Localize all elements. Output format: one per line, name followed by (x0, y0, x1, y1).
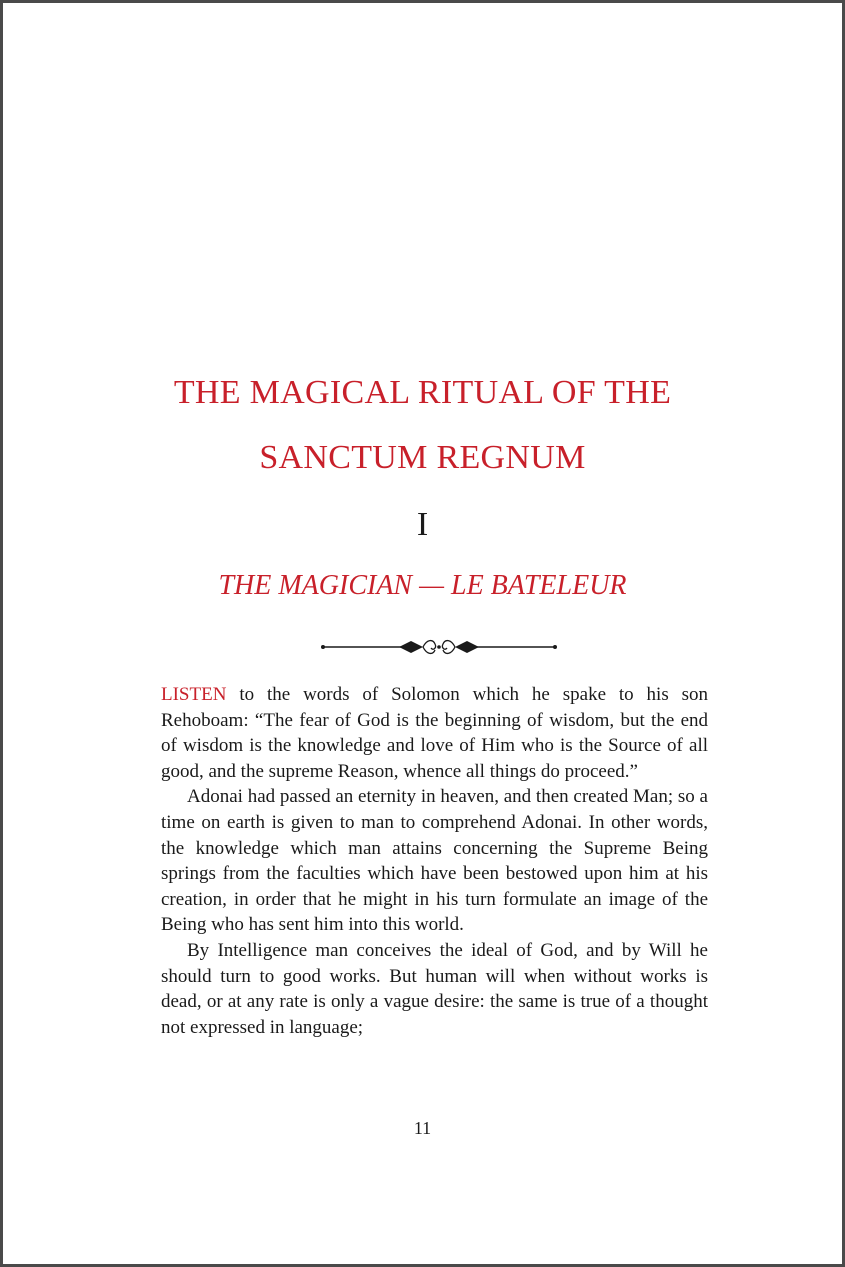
paragraph-3: By Intelligence man conceives the ideal of God, and by Will he should turn to good works. But human will when without works is dead, or at any rate is only a vague desire: the same is true of a thought not expressed in language; (161, 939, 708, 1038)
paragraph-1-text: to the words of Solomon which he spake to his son Rehoboam: “The fear of God is the beginning of wisdom, but the end of wisdom is the knowledge and love of Him who is the Source of all good, and the supreme Reason, whence all things do proceed.” (161, 684, 708, 782)
body-text (161, 682, 708, 1040)
fleuron-divider-icon (319, 633, 559, 661)
lead-word: LISTEN (161, 684, 227, 705)
page-number: 11 (413, 1118, 432, 1138)
chapter-title-line-1: THE MAGICAL RITUAL OF THE (173, 374, 672, 411)
chapter-title-line-2: SANCTUM REGNUM (259, 439, 586, 476)
chapter-numeral: I (416, 506, 429, 543)
chapter-subtitle: THE MAGICIAN — LE BATELEUR (218, 570, 627, 601)
paragraph-2: Adonai had passed an eternity in heaven, and then created Man; so a time on earth is given to man to comprehend Adonai. In other words, the knowledge which man attains concerning the Supreme Being springs from the faculties which have been bestowed upon him at his creation, in order that he might in his turn formulate an image of the Being who has sent him into this world. (161, 786, 708, 936)
paragraph-1 (161, 682, 708, 784)
